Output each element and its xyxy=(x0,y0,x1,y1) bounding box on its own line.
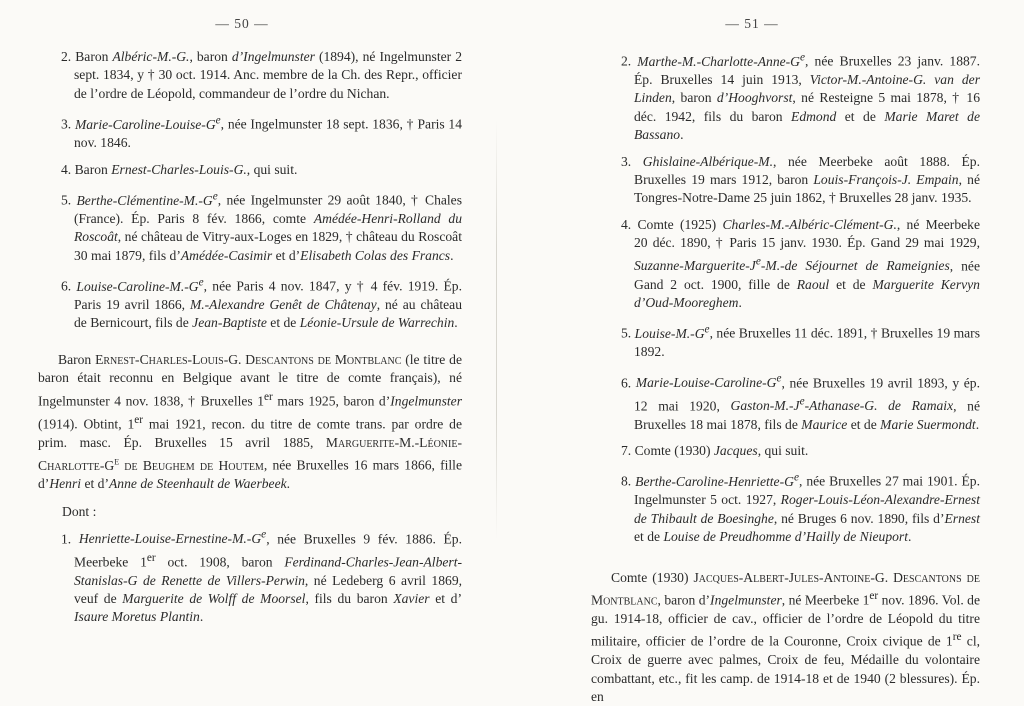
list-item: 2. Marthe-$M.-Charlotte-Anne-G^e$, née Bruxelles 23 janv. 1887. Ép. Bruxelles 14 juin 1913, Victor-M.-Antoine-G. van der Linden, baron d’Hooghvorst, né Resteigne 5 mai 1878, † 16 déc. 1942, fils du baron Edmond et de Marie Maret de Bassano. xyxy=(621,51,981,143)
genealogy-paragraph: Comte (1930) Jacques-Albert-Jules-Antoine-G. Descantons de Montblanc, baron d’Ingelmunster, né Meerbeke 1er nov. 1896. Vol. de gu. 1914-18, officier de cav., officier de l’ordre de Léopold du titre militaire, officier de l’ordre de la Couronne, Croix civique de 1re cl, Croix de guerre avec palmes, Croix de feu, Médaille du volontaire combattant, etc., fit les camp. de 1914-18 et de 1940 (2 blessures). Ép. en xyxy=(591,569,981,705)
list-item: 3. Ghislaine-Albérique-M., née Meerbeke août 1888. Ép. Bruxelles 19 mars 1912, baron Louis-François-J. Empain, né Tongres-Notre-Dame 25 juin 1862, † Bruxelles 28 janv. 1935. xyxy=(621,153,981,206)
list-item: 6. Marie-$Louise-Caroline-G^e$, née Bruxelles 19 avril 1893, y ép. 12 mai 1920, Gaston-$M.-J^e-Athanase-G$. de Ramaix, né Bruxelles 18 mai 1878, fils de Maurice et de Marie Suermondt. xyxy=(621,372,980,432)
entries-list xyxy=(22,48,462,333)
genealogy-paragraph: Baron Ernest-Charles-Louis-G. Descantons de Montblanc (le titre de baron était reconnu en Belgique avant le titre de comte français), né Ingelmunster 4 nov. 1838, † Bruxelles 1er mars 1925, baron d’Ingelmunster (1914). Obtint, 1er mai 1921, recon. du titre de comte trans. par ordre de prim. masc. Ép. Bruxelles 15 avril 1885, Marguerite-$M.-Léonie-Charlotte-G^e$ de Beughem de Houtem, née Bruxelles 16 mars 1866, fille d’Henri et d’Anne de Steenhault de Waerbeek. xyxy=(38,351,462,491)
list-item: 1. Henriette-$Louise-Ernestine-M.-G^e$, née Bruxelles 9 fév. 1886. Ép. Meerbeke 1er oct. 1908, baron Ferdinand-Charles-Jean-Albert-Stanislas-G de Renette de Villers-Perwin, né Ledeberg 6 avril 1869, veuf de Marguerite de Wolff de Moorsel, fils du baron Xavier et d’ Isaure Moretus Plantin. xyxy=(61,528,463,625)
dont-heading: Dont : xyxy=(62,504,97,520)
entries-list xyxy=(524,48,980,547)
list-item: 2. Baron Albéric-M.-G., baron d’Ingelmunster (1894), né Ingelmunster 2 sept. 1834, y † 30 oct. 1914. Anc. membre de la Ch. des Repr., officier de l’ordre de Léopold, commandeur de l’ordre du Nichan. xyxy=(61,49,462,101)
left-page xyxy=(0,0,492,704)
page-number: — 50 — xyxy=(215,16,269,31)
list-item: 5. Louise-$M.-G^e$, née Bruxelles 11 déc. 1891, † Bruxelles 19 mars 1892. xyxy=(621,323,980,360)
page-number: — 51 — xyxy=(725,16,779,31)
right-page xyxy=(512,0,1004,704)
list-item: 8. Berthe-$Caroline-Henriette-G^e$, née Bruxelles 27 mai 1901. Ép. Ingelmunster 5 oct. 1927, Roger-Louis-Léon-Alexandre-Ernest de Thibault de Boesinghe, né Bruges 6 nov. 1890, fils d’Ernest et de Louise de Preudhomme d’Hailly de Nieuport. xyxy=(621,471,980,545)
children-list xyxy=(22,526,462,627)
list-item: 4. Baron Ernest-Charles-Louis-G., qui suit. xyxy=(61,161,298,177)
list-item: 3. Marie-$Caroline-Louise-G^e$, née Ingelmunster 18 sept. 1836, † Paris 14 nov. 1846. xyxy=(61,114,462,151)
list-item: 5. Berthe-$Clémentine-M.-G^e$, née Ingelmunster 29 août 1840, † Chales (France). Ép. Paris 8 fév. 1866, comte Amédée-Henri-Rolland du Roscoât, né château de Vitry-aux-Loges en 1829, † château du Roscoât 30 mai 1879, fils d’Amédée-Casimir et d’Elisabeth Colas des Francs. xyxy=(61,189,463,263)
list-item: 6. Louise-$Caroline-M.-G^e$, née Paris 4 nov. 1847, y † 4 fév. 1919. Ép. Paris 19 avril 1866, M.-Alexandre Genêt de Châtenay, né au château de Bernicourt, fils de Jean-Baptiste et de Léonie-Ursule de Warrechin. xyxy=(61,276,462,331)
list-item: 4. Comte (1925) Charles-M.-Albéric-Clément-G., né Meerbeke 20 déc. 1890, † Paris 15 janv. 1930. Ép. Gand 29 mai 1929, Suzanne-$Marguerite-J^e-M.-de$ Séjournet de Rameignies, née Gand 2 oct. 1900, fille de Raoul et de Marguerite Kervyn d’Oud-Mooreghem. xyxy=(621,216,980,310)
page-gutter xyxy=(496,120,497,540)
list-item: 7. Comte (1930) Jacques, qui suit. xyxy=(621,442,809,458)
